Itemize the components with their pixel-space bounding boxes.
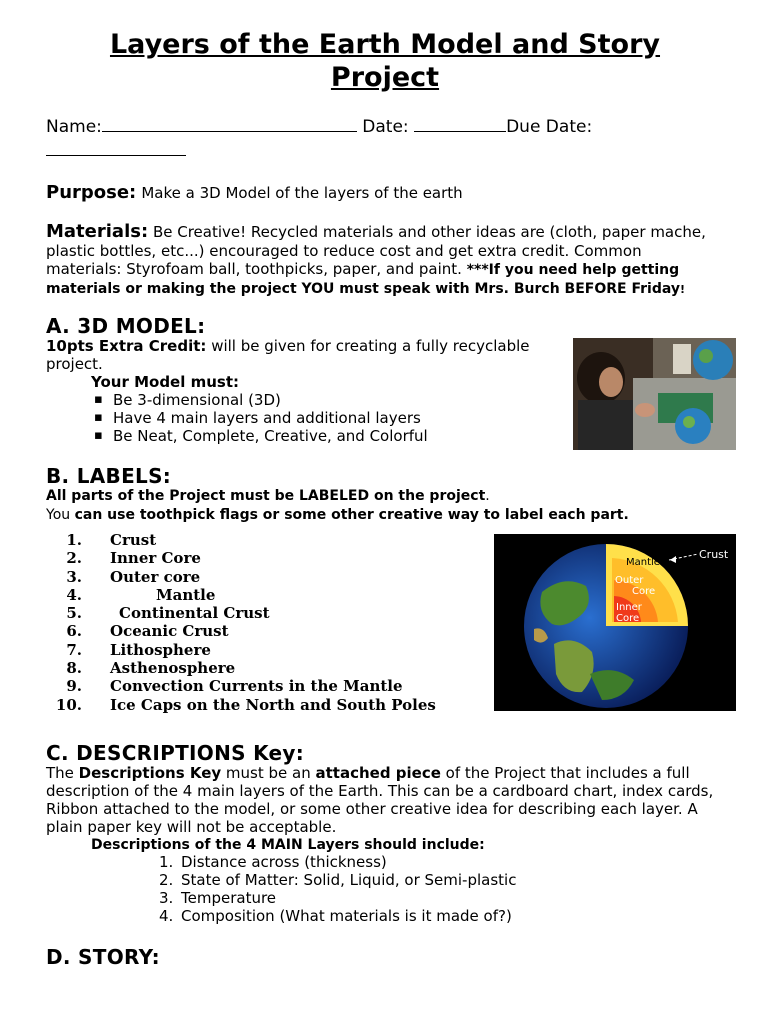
list-item-number: 4. — [159, 907, 174, 925]
desc-key-term: Descriptions Key — [78, 764, 222, 782]
materials-label: Materials: — [46, 221, 149, 242]
list-item-number: 8. — [66, 659, 82, 678]
list-item — [159, 853, 719, 871]
section-c-body — [46, 764, 736, 854]
diagram-label-outer-core: Outer — [615, 575, 644, 586]
materials — [46, 222, 736, 299]
extra-credit-text: will be given for creating a fully recyclable — [211, 337, 530, 355]
page-title — [40, 28, 730, 94]
date-blank[interactable] — [414, 117, 506, 132]
diagram-label-inner-core: Inner — [616, 602, 642, 613]
list-item-number: 1. — [159, 853, 174, 871]
section-a-body — [46, 337, 546, 445]
list-item-number: 2. — [66, 549, 82, 568]
list-item — [46, 641, 486, 659]
list-item-label: Crust — [110, 531, 157, 549]
purpose-text: Make a 3D Model of the layers of the earth — [141, 184, 463, 202]
title-line-2: Project — [330, 62, 440, 93]
labels-suggestion: can use toothpick flags or some other creative way to label each part. — [74, 507, 629, 523]
section-a-heading: A. 3D MODEL: — [46, 314, 206, 338]
descriptions-list — [159, 853, 719, 925]
list-item-number: 4. — [66, 585, 82, 604]
materials-line-2: plastic bottles, etc...) encouraged to reduce cost and get extra credit. Common — [46, 242, 642, 260]
materials-deadline-note: materials or making the project YOU must speak with Mrs. Burch BEFORE Friday — [46, 281, 680, 297]
title-line-1: Layers of the Earth Model and Story — [109, 29, 661, 60]
list-item-number: 10. — [55, 695, 82, 714]
list-item-number: 7. — [66, 640, 82, 659]
list-item-number: 3. — [159, 889, 174, 907]
list-item-number: 1. — [66, 531, 82, 549]
list-item — [46, 531, 486, 549]
student-model-photo — [573, 338, 736, 450]
list-item-label: Ice Caps on the North and South Poles — [110, 695, 436, 714]
diagram-label-outer-core-2: Core — [632, 586, 656, 597]
purpose — [46, 182, 463, 203]
extra-credit-text-2: project. — [46, 355, 103, 373]
extra-credit-label: 10pts Extra Credit: — [46, 337, 207, 355]
desc-text-c: must be an — [221, 764, 316, 782]
desc-line-3: Ribbon attached to the model, or some other creative idea for describing each layer. A — [46, 800, 698, 818]
materials-help-note: ***If you need help getting — [466, 262, 680, 278]
list-item — [46, 622, 486, 640]
labels-requirement: All parts of the Project must be LABELED on the project — [46, 488, 486, 504]
labels-list — [46, 531, 486, 714]
earth-layers-diagram — [494, 534, 736, 711]
list-item — [46, 549, 486, 567]
desc-line-4: plain paper key will not be acceptable. — [46, 818, 337, 836]
list-item — [159, 907, 719, 925]
materials-line-1: Be Creative! Recycled materials and other ideas are (cloth, paper mache, — [152, 223, 706, 241]
list-item-label: Asthenosphere — [110, 659, 236, 678]
list-item: ▪ Be Neat, Complete, Creative, and Colorful — [91, 427, 546, 445]
labels-you: You — [46, 507, 75, 523]
desc-text-a: The — [46, 764, 79, 782]
name-blank[interactable] — [102, 117, 357, 132]
list-item-label: State of Matter: Solid, Liquid, or Semi-plastic — [181, 871, 517, 889]
list-item-label: Outer core — [110, 567, 201, 586]
list-item-number: 3. — [66, 567, 82, 586]
list-item-label: Composition (What materials is it made of?) — [181, 907, 512, 925]
section-b-body — [46, 487, 629, 525]
list-item — [46, 568, 486, 586]
section-d-heading: D. STORY: — [46, 945, 160, 969]
earth-diagram-graphic — [494, 534, 736, 711]
list-item-number: 6. — [66, 622, 82, 641]
desc-text-e: of the Project that includes a full — [440, 764, 690, 782]
model-requirements-list — [46, 391, 546, 445]
list-item-number: 9. — [66, 677, 82, 696]
desc-attached-term: attached piece — [315, 764, 441, 782]
list-item-label: Oceanic Crust — [110, 622, 229, 641]
purpose-label: Purpose: — [46, 182, 137, 203]
list-item-number: 5. — [66, 604, 82, 623]
list-item — [159, 871, 719, 889]
section-b-heading: B. LABELS: — [46, 464, 172, 488]
list-item-number: 2. — [159, 871, 174, 889]
diagram-label-inner-core-2: Core — [616, 613, 640, 624]
model-must-label: Your Model must: — [91, 373, 240, 391]
desc-line-2: description of the 4 main layers of the Earth. This can be a cardboard chart, index cards, — [46, 782, 714, 800]
list-item: ▪ Have 4 main layers and additional layers — [91, 409, 546, 427]
due-date-blank[interactable] — [46, 141, 186, 160]
labels-period: . — [485, 488, 490, 504]
list-item — [46, 586, 486, 604]
list-item-label: Temperature — [181, 889, 277, 907]
name-label: Name: — [46, 117, 102, 137]
materials-line-3: materials: Styrofoam ball, toothpicks, paper, and paint. — [46, 260, 467, 278]
diagram-label-crust: Crust — [699, 548, 729, 561]
list-item — [46, 696, 486, 714]
list-item-label: Mantle — [156, 585, 216, 604]
photo-illustration — [573, 338, 736, 450]
list-item-label: Distance across (thickness) — [181, 853, 387, 871]
section-c-heading: C. DESCRIPTIONS Key: — [46, 741, 305, 765]
list-item — [46, 604, 486, 622]
header-fields — [46, 117, 592, 137]
list-item-label: Lithosphere — [110, 640, 211, 659]
list-item: ▪ Be 3-dimensional (3D) — [91, 391, 546, 409]
list-item — [159, 889, 719, 907]
desc-include-label: Descriptions of the 4 MAIN Layers should include: — [91, 837, 485, 853]
diagram-label-mantle: Mantle — [626, 557, 660, 568]
list-item-label: Continental Crust — [119, 604, 270, 623]
materials-exclaim: ! — [680, 283, 686, 296]
list-item-label: Convection Currents in the Mantle — [110, 677, 403, 696]
list-item-label: Inner Core — [110, 549, 201, 568]
due-date-label: Due Date: — [506, 117, 593, 137]
list-item — [46, 677, 486, 695]
list-item — [46, 659, 486, 677]
date-label: Date: — [362, 117, 409, 137]
